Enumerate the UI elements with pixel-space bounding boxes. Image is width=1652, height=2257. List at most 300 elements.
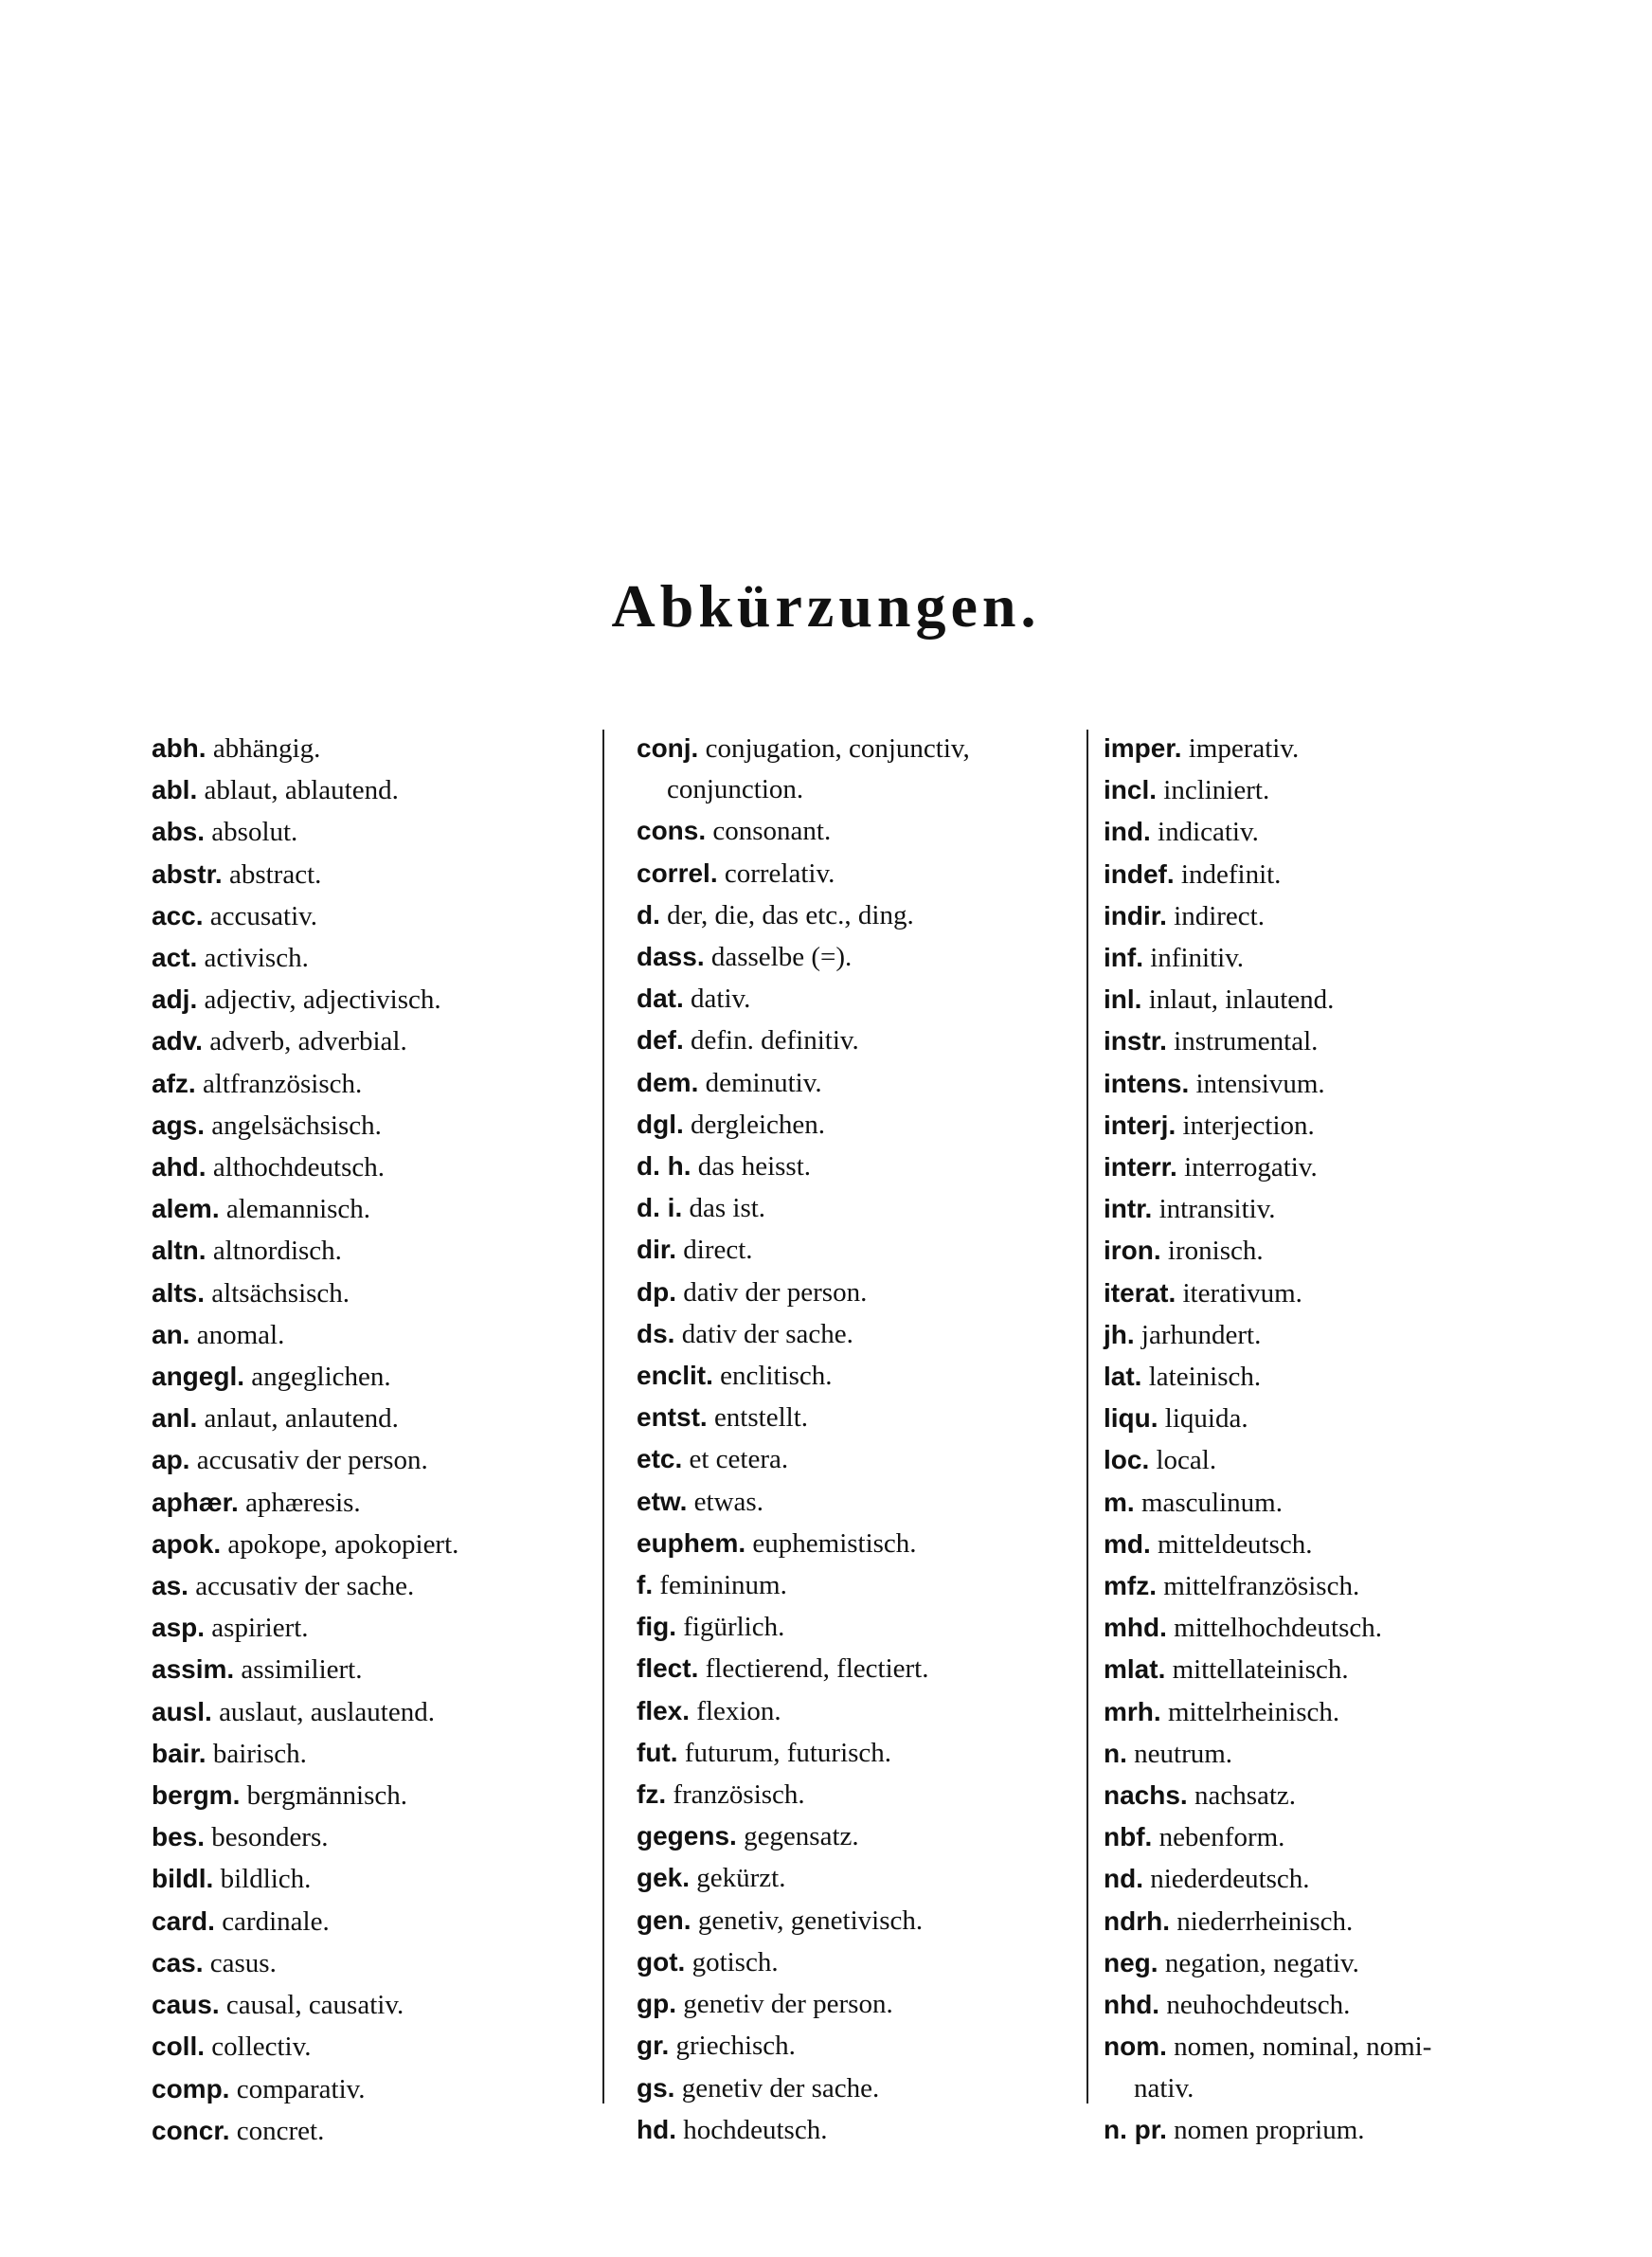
abbreviation-entry	[1104, 1188, 1530, 1230]
abbreviation-term: intens.	[1104, 1068, 1190, 1098]
abbreviation-entry	[637, 728, 1077, 810]
abbreviation-term: dat.	[637, 984, 684, 1014]
abbreviation-meaning: angeglichen.	[251, 1362, 391, 1393]
abbreviation-meaning: neutrum.	[1134, 1738, 1233, 1769]
abbreviation-term: adj.	[152, 984, 198, 1015]
abbreviation-entry	[637, 1815, 1077, 1857]
abbreviation-term: alts.	[152, 1277, 206, 1308]
abbreviation-entry	[1104, 811, 1530, 853]
abbreviation-term: f.	[637, 1570, 654, 1600]
abbreviation-entry	[637, 1229, 1077, 1271]
abbreviation-entry	[1104, 1524, 1530, 1565]
abbreviation-meaning: iterativum.	[1182, 1277, 1302, 1309]
abbreviation-entry	[152, 2110, 587, 2152]
abbreviation-entry	[152, 1188, 587, 1230]
abbreviation-term: adv.	[152, 1026, 203, 1056]
abbreviation-meaning: direct.	[683, 1235, 753, 1266]
abbreviation-entry	[1104, 1314, 1530, 1356]
abbreviation-term: etw.	[637, 1486, 688, 1516]
abbreviation-meaning: concret.	[236, 2115, 325, 2146]
abbreviation-term: ap.	[152, 1445, 190, 1475]
abbreviation-term: neg.	[1104, 1947, 1158, 1977]
abbreviation-term: inl.	[1104, 984, 1142, 1015]
abbreviation-meaning: deminutiv.	[705, 1067, 822, 1098]
abbreviation-entry	[637, 1857, 1077, 1899]
abbreviation-term: cas.	[152, 1947, 204, 1977]
abbreviation-meaning: masculinum.	[1140, 1487, 1283, 1518]
abbreviation-term: nom.	[1104, 2031, 1167, 2062]
abbreviation-meaning: infinitiv.	[1150, 943, 1245, 974]
abbreviation-entry	[1104, 769, 1530, 811]
abbreviation-meaning: niederdeutsch.	[1150, 1864, 1310, 1895]
abbreviation-entry	[152, 1356, 587, 1398]
abbreviation-entry	[152, 1607, 587, 1649]
abbreviation-entry	[637, 1690, 1077, 1732]
abbreviation-meaning: besonders.	[211, 1822, 329, 1853]
abbreviation-meaning: bergmännisch.	[246, 1780, 408, 1812]
abbreviation-entry	[152, 854, 587, 895]
abbreviation-meaning: althochdeutsch.	[212, 1152, 386, 1183]
abbreviation-entry	[1104, 979, 1530, 1020]
abbreviation-meaning: dergleichen.	[691, 1109, 825, 1140]
abbreviation-entry	[637, 1774, 1077, 1815]
abbreviation-entry	[1104, 1273, 1530, 1314]
abbreviation-entry	[637, 1648, 1077, 1689]
abbreviation-entry	[152, 728, 587, 769]
abbreviation-meaning: imperativ.	[1188, 733, 1300, 764]
abbreviation-term: n. pr.	[1104, 2114, 1167, 2144]
abbreviation-meaning: mittelfranzösisch.	[1163, 1571, 1360, 1602]
abbreviation-meaning: aspiriert.	[211, 1613, 309, 1644]
abbreviation-meaning: flexion.	[696, 1695, 781, 1726]
abbreviation-meaning: cardinale.	[222, 1905, 330, 1937]
abbreviation-entry	[637, 1187, 1077, 1229]
abbreviation-entry	[637, 1983, 1077, 2025]
abbreviation-entry	[152, 1439, 587, 1481]
abbreviation-meaning: inlaut, inlautend.	[1148, 984, 1335, 1016]
abbreviation-meaning: apokope, apokopiert.	[227, 1528, 459, 1560]
abbreviation-entry	[637, 1313, 1077, 1355]
abbreviation-term: dir.	[637, 1235, 677, 1265]
abbreviation-term: altn.	[152, 1236, 206, 1266]
abbreviation-meaning: comparativ.	[236, 2073, 366, 2104]
abbreviation-term: etc.	[637, 1444, 683, 1474]
abbreviation-term: nd.	[1104, 1864, 1143, 1894]
abbreviation-entry	[152, 2068, 587, 2110]
abbreviation-term: hd.	[637, 2114, 676, 2144]
abbreviation-term: instr.	[1104, 1026, 1167, 1056]
abbreviation-term: fz.	[637, 1779, 667, 1810]
abbreviation-meaning: aphæresis.	[245, 1487, 361, 1518]
abbreviation-meaning: mittellateinisch.	[1172, 1654, 1349, 1686]
abbreviation-meaning: entstellt.	[713, 1402, 809, 1434]
abbreviation-entry	[637, 1104, 1077, 1146]
abbreviation-meaning: accusativ.	[209, 900, 318, 931]
abbreviation-entry	[152, 979, 587, 1020]
abbreviation-term: gen.	[637, 1905, 691, 1935]
abbreviation-entry	[1104, 937, 1530, 979]
abbreviation-meaning: mitteldeutsch.	[1158, 1528, 1313, 1560]
abbreviation-term: m.	[1104, 1487, 1135, 1517]
abbreviation-meaning: altnordisch.	[212, 1236, 342, 1267]
abbreviation-term: ds.	[637, 1318, 675, 1348]
abbreviation-meaning: das heisst.	[697, 1151, 812, 1183]
abbreviation-term: coll.	[152, 2031, 206, 2062]
abbreviation-meaning: ironisch.	[1167, 1236, 1264, 1267]
abbreviation-entry	[637, 1941, 1077, 1983]
abbreviation-entry	[152, 1775, 587, 1816]
abbreviation-term: indir.	[1104, 900, 1167, 930]
abbreviation-term: ags.	[152, 1110, 206, 1140]
abbreviation-meaning-continued: conjunction.	[667, 774, 804, 805]
abbreviation-term: flect.	[637, 1653, 699, 1684]
abbreviation-meaning: gotisch.	[691, 1946, 779, 1977]
abbreviation-entry	[152, 895, 587, 937]
abbreviation-term: iterat.	[1104, 1277, 1176, 1308]
abbreviation-term: card.	[152, 1905, 215, 1936]
abbreviation-term: ahd.	[152, 1152, 206, 1183]
abbreviation-entry	[637, 1564, 1077, 1606]
abbreviation-entry	[1104, 854, 1530, 895]
abbreviation-meaning: lateinisch.	[1148, 1362, 1262, 1393]
abbreviation-meaning: angelsächsisch.	[211, 1110, 382, 1141]
abbreviation-meaning: mittelrheinisch.	[1167, 1696, 1340, 1727]
abbreviation-term: gegens.	[637, 1821, 737, 1851]
abbreviation-entry	[152, 1314, 587, 1356]
abbreviation-term: dp.	[637, 1276, 676, 1307]
abbreviation-meaning: neuhochdeutsch.	[1166, 1990, 1351, 2021]
abbreviation-term: abs.	[152, 817, 206, 847]
abbreviation-meaning: liquida.	[1164, 1403, 1248, 1435]
abbreviation-meaning: correlativ.	[724, 858, 835, 889]
abbreviation-term: def.	[637, 1025, 684, 1056]
abbreviation-meaning: bildlich.	[220, 1864, 312, 1895]
abbreviation-meaning: indicativ.	[1158, 817, 1259, 848]
abbreviation-term: lat.	[1104, 1362, 1142, 1392]
abbreviation-meaning: griechisch.	[675, 2031, 796, 2062]
abbreviation-term: incl.	[1104, 775, 1158, 805]
abbreviation-entry	[637, 936, 1077, 978]
abbreviation-term: d. i.	[637, 1193, 683, 1223]
abbreviation-term: euphem.	[637, 1527, 746, 1558]
abbreviation-entry	[637, 978, 1077, 1020]
abbreviation-term: mhd.	[1104, 1613, 1167, 1643]
abbreviation-entry	[1104, 1816, 1530, 1858]
abbreviation-meaning: dativ.	[691, 984, 751, 1015]
abbreviation-term: got.	[637, 1946, 686, 1977]
abbreviation-meaning: interrogativ.	[1184, 1152, 1318, 1183]
abbreviation-entry	[152, 1020, 587, 1062]
abbreviation-entry	[152, 1147, 587, 1188]
abbreviation-meaning: intensivum.	[1195, 1068, 1325, 1099]
abbreviation-term: nbf.	[1104, 1822, 1153, 1852]
abbreviation-entry	[152, 1691, 587, 1733]
abbreviation-meaning: intransitiv.	[1158, 1194, 1276, 1225]
abbreviation-entry	[1104, 1858, 1530, 1900]
abbreviation-meaning: collectiv.	[211, 2031, 312, 2063]
abbreviation-entry	[637, 2067, 1077, 2109]
abbreviation-meaning: anomal.	[196, 1319, 285, 1350]
abbreviation-entry	[1104, 1607, 1530, 1649]
abbreviation-meaning: indirect.	[1174, 900, 1265, 931]
abbreviation-entry	[637, 1146, 1077, 1187]
abbreviation-meaning: activisch.	[204, 943, 309, 974]
abbreviation-meaning: genetiv der person.	[683, 1989, 893, 2020]
abbreviation-entry	[1104, 1063, 1530, 1105]
abbreviation-meaning: negation, negativ.	[1164, 1947, 1359, 1978]
abbreviation-meaning: abhängig.	[212, 733, 321, 764]
abbreviation-term: mfz.	[1104, 1571, 1157, 1601]
abbreviation-column-1	[152, 728, 587, 2152]
abbreviation-meaning: gegensatz.	[744, 1821, 859, 1852]
abbreviation-meaning: altfranzösisch.	[202, 1068, 363, 1099]
abbreviation-entry	[1104, 1649, 1530, 1690]
abbreviation-term: mrh.	[1104, 1696, 1161, 1726]
abbreviation-meaning: genetiv der sache.	[681, 2072, 880, 2104]
abbreviation-entry	[152, 1230, 587, 1272]
abbreviation-entry	[637, 810, 1077, 852]
abbreviation-term: bergm.	[152, 1780, 241, 1811]
abbreviation-entry	[1104, 1565, 1530, 1607]
abbreviation-entry	[637, 2109, 1077, 2151]
abbreviation-entry	[637, 1438, 1077, 1480]
abbreviation-column-2	[637, 728, 1077, 2151]
abbreviation-meaning: französisch.	[673, 1779, 805, 1811]
abbreviation-entry	[637, 1020, 1077, 1061]
abbreviation-entry	[1104, 1942, 1530, 1984]
abbreviation-meaning: causal, causativ.	[225, 1990, 404, 2021]
abbreviation-entry	[1104, 2026, 1530, 2108]
abbreviation-entry	[637, 1272, 1077, 1313]
abbreviation-entry	[152, 1524, 587, 1565]
abbreviation-term: bair.	[152, 1738, 206, 1768]
abbreviation-term: correl.	[637, 858, 718, 888]
abbreviation-meaning: casus.	[209, 1947, 277, 1978]
abbreviation-meaning: euphemistisch.	[752, 1527, 917, 1559]
abbreviation-meaning: auslaut, auslautend.	[219, 1696, 435, 1727]
abbreviation-term: abh.	[152, 733, 206, 763]
abbreviation-meaning: enclitisch.	[720, 1361, 833, 1392]
abbreviation-entry	[152, 1901, 587, 1942]
abbreviation-term: inf.	[1104, 943, 1143, 973]
abbreviation-meaning: mittelhochdeutsch.	[1174, 1613, 1383, 1644]
abbreviation-entry	[1104, 728, 1530, 769]
abbreviation-entry	[152, 1816, 587, 1858]
abbreviation-term: loc.	[1104, 1445, 1150, 1475]
abbreviation-entry	[1104, 1733, 1530, 1775]
abbreviation-meaning: et cetera.	[689, 1444, 789, 1475]
column-divider-left	[602, 730, 604, 2104]
abbreviation-entry	[1104, 1901, 1530, 1942]
abbreviation-column-3	[1104, 728, 1530, 2151]
abbreviation-term: angegl.	[152, 1362, 245, 1392]
abbreviation-entry	[1104, 2109, 1530, 2151]
abbreviation-meaning: accusativ der person.	[196, 1445, 428, 1476]
abbreviation-term: fig.	[637, 1612, 676, 1642]
abbreviation-entry	[637, 1397, 1077, 1438]
abbreviation-term: gs.	[637, 2072, 675, 2103]
abbreviation-meaning: conjugation, conjunctiv,	[705, 733, 970, 764]
abbreviation-entry	[152, 1398, 587, 1439]
abbreviation-term: imper.	[1104, 733, 1182, 763]
abbreviation-entry	[152, 937, 587, 979]
abbreviation-entry	[152, 1482, 587, 1524]
abbreviation-entry	[152, 2026, 587, 2067]
abbreviation-meaning: nachsatz.	[1194, 1780, 1297, 1812]
abbreviation-term: gek.	[637, 1863, 691, 1893]
abbreviation-entry	[152, 1733, 587, 1775]
abbreviation-meaning: assimiliert.	[241, 1654, 363, 1686]
abbreviation-term: ausl.	[152, 1696, 212, 1726]
abbreviation-meaning: local.	[1156, 1445, 1217, 1476]
abbreviation-term: concr.	[152, 2115, 230, 2145]
abbreviation-entry	[152, 1063, 587, 1105]
abbreviation-entry	[152, 1942, 587, 1984]
abbreviation-term: d.	[637, 899, 660, 930]
abbreviation-entry	[1104, 1356, 1530, 1398]
abbreviation-meaning: alemannisch.	[225, 1194, 371, 1225]
abbreviation-meaning: der, die, das etc., ding.	[667, 899, 914, 930]
abbreviation-meaning: instrumental.	[1174, 1026, 1319, 1057]
abbreviation-term: enclit.	[637, 1361, 713, 1391]
abbreviation-term: alem.	[152, 1194, 220, 1224]
abbreviation-entry	[1104, 1105, 1530, 1147]
abbreviation-term: caus.	[152, 1990, 220, 2020]
abbreviation-meaning: dasselbe (=).	[710, 942, 853, 973]
abbreviation-term: bildl.	[152, 1864, 214, 1894]
abbreviation-meaning: genetiv, genetivisch.	[697, 1905, 924, 1936]
abbreviation-entry	[637, 2025, 1077, 2067]
abbreviation-entry	[1104, 1775, 1530, 1816]
abbreviation-meaning: femininum.	[659, 1570, 787, 1601]
abbreviation-term: asp.	[152, 1613, 206, 1643]
abbreviation-meaning: flectierend, flectiert.	[705, 1653, 929, 1685]
abbreviation-meaning: interjection.	[1182, 1110, 1315, 1141]
abbreviation-term: jh.	[1104, 1319, 1135, 1349]
abbreviation-meaning: niederrheinisch.	[1176, 1905, 1354, 1937]
abbreviation-term: fut.	[637, 1737, 678, 1767]
abbreviation-meaning: adjectiv, adjectivisch.	[204, 984, 441, 1016]
abbreviation-entry	[637, 1606, 1077, 1648]
abbreviation-term: abstr.	[152, 858, 223, 889]
abbreviation-term: apok.	[152, 1528, 222, 1559]
abbreviation-entry	[152, 811, 587, 853]
abbreviation-meaning: figürlich.	[683, 1612, 785, 1643]
column-divider-right	[1086, 730, 1088, 2104]
abbreviation-entry	[152, 1105, 587, 1147]
abbreviation-term: as.	[152, 1571, 189, 1601]
abbreviation-entry	[152, 1565, 587, 1607]
abbreviation-meaning: dativ der person.	[683, 1276, 868, 1308]
abbreviation-entry	[1104, 895, 1530, 937]
abbreviation-term: acc.	[152, 900, 204, 930]
abbreviation-term: mlat.	[1104, 1654, 1166, 1685]
abbreviation-term: dass.	[637, 942, 705, 972]
abbreviation-term: anl.	[152, 1403, 198, 1434]
abbreviation-meaning: indefinit.	[1180, 858, 1282, 890]
abbreviation-term: md.	[1104, 1528, 1151, 1559]
abbreviation-meaning: absolut.	[211, 817, 298, 848]
abbreviation-meaning: hochdeutsch.	[683, 2114, 828, 2145]
abbreviation-term: intr.	[1104, 1194, 1153, 1224]
abbreviation-term: liqu.	[1104, 1403, 1158, 1434]
abbreviation-meaning: consonant.	[712, 816, 832, 847]
abbreviation-meaning: defin. definitiv.	[691, 1025, 859, 1056]
abbreviation-term: interr.	[1104, 1152, 1177, 1183]
abbreviation-term: interj.	[1104, 1110, 1176, 1140]
abbreviation-meaning: nebenform.	[1158, 1822, 1285, 1853]
abbreviation-entry	[637, 1355, 1077, 1397]
abbreviation-term: bes.	[152, 1822, 206, 1852]
abbreviation-term: ind.	[1104, 817, 1151, 847]
abbreviation-term: abl.	[152, 775, 198, 805]
abbreviation-term: aphær.	[152, 1487, 239, 1517]
abbreviation-meaning: bairisch.	[212, 1738, 307, 1769]
abbreviation-term: comp.	[152, 2073, 230, 2104]
abbreviation-entry	[1104, 1147, 1530, 1188]
abbreviation-term: ndrh.	[1104, 1905, 1170, 1936]
abbreviation-meaning: accusativ der sache.	[195, 1571, 415, 1602]
abbreviation-entry	[152, 1984, 587, 2026]
abbreviation-term: entst.	[637, 1402, 708, 1433]
abbreviation-meaning-continued: nativ.	[1134, 2072, 1194, 2104]
abbreviation-term: iron.	[1104, 1236, 1161, 1266]
abbreviation-meaning: das ist.	[689, 1193, 766, 1224]
abbreviation-meaning: adverb, adverbial.	[209, 1026, 407, 1057]
abbreviation-term: an.	[152, 1319, 190, 1349]
abbreviation-entry	[1104, 1439, 1530, 1481]
abbreviation-meaning: futurum, futurisch.	[684, 1737, 892, 1768]
abbreviation-entry	[152, 1273, 587, 1314]
abbreviation-entry	[152, 769, 587, 811]
abbreviation-entry	[637, 1732, 1077, 1774]
abbreviation-meaning: nomen, nominal, nomi-	[1174, 2031, 1432, 2063]
abbreviation-term: nachs.	[1104, 1780, 1188, 1811]
abbreviation-meaning: abstract.	[228, 858, 322, 890]
abbreviation-term: nhd.	[1104, 1990, 1160, 2020]
abbreviation-entry	[1104, 1984, 1530, 2026]
abbreviation-term: gr.	[637, 2031, 670, 2061]
abbreviation-meaning: jarhundert.	[1140, 1319, 1262, 1350]
abbreviation-meaning: nomen proprium.	[1174, 2114, 1365, 2145]
abbreviation-term: act.	[152, 943, 198, 973]
abbreviation-entry	[1104, 1020, 1530, 1062]
abbreviation-entry	[637, 894, 1077, 936]
abbreviation-term: conj.	[637, 733, 699, 763]
abbreviation-term: dgl.	[637, 1109, 684, 1139]
abbreviation-term: dem.	[637, 1067, 699, 1097]
abbreviation-meaning: incliniert.	[1163, 775, 1270, 806]
abbreviation-meaning: altsächsisch.	[211, 1277, 350, 1309]
abbreviation-entry	[1104, 1691, 1530, 1733]
abbreviation-entry	[152, 1858, 587, 1900]
abbreviation-term: assim.	[152, 1654, 235, 1685]
abbreviation-term: flex.	[637, 1695, 691, 1725]
abbreviation-meaning: dativ der sache.	[681, 1318, 853, 1349]
page-title: Abkürzungen.	[611, 572, 1041, 640]
abbreviation-entry	[637, 853, 1077, 894]
abbreviation-term: gp.	[637, 1989, 676, 2019]
abbreviation-meaning: ablaut, ablautend.	[204, 775, 399, 806]
abbreviation-entry	[152, 1649, 587, 1690]
abbreviation-meaning: anlaut, anlautend.	[204, 1403, 399, 1435]
abbreviation-term: cons.	[637, 816, 707, 846]
abbreviation-term: d. h.	[637, 1151, 691, 1182]
abbreviation-term: n.	[1104, 1738, 1127, 1768]
abbreviation-term: afz.	[152, 1068, 196, 1098]
abbreviation-entry	[637, 1481, 1077, 1523]
abbreviation-meaning: etwas.	[693, 1486, 763, 1517]
